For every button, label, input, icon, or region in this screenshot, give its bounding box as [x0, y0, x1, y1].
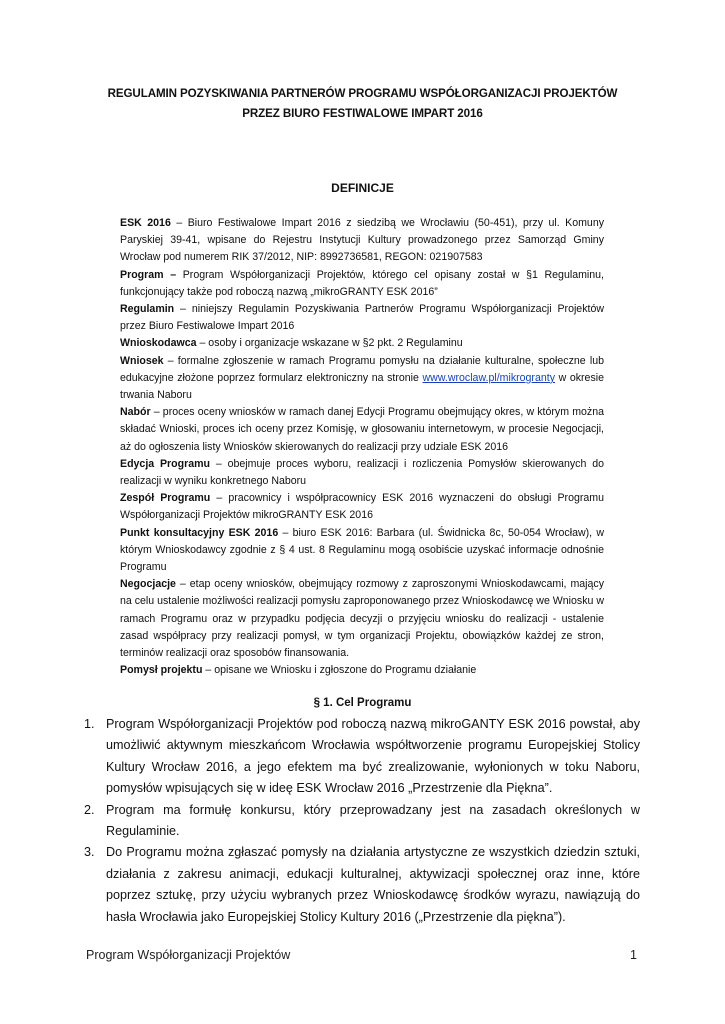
- footer-page-number: 1: [630, 948, 637, 962]
- definition-text-after: w okresie trwania Naboru: [120, 371, 604, 402]
- list-item: [84, 714, 640, 800]
- definition-text: – Biuro Festiwalowe Impart 2016 z siedzibą we Wrocławiu (50-451), przy ul. Komuny Paryskiej 39-41, wpisane do Rejestru Instytucji Kultury prowadzonego przez Samorząd Gminy Wrocław pod numerem RIK 37/2012, NIP: 8992736581, REGON: 021907583: [120, 217, 605, 264]
- list-item-number: 3.: [84, 845, 95, 860]
- definition-wniosek: [120, 353, 604, 405]
- definition-nabor: [120, 404, 604, 456]
- definition-text: – niniejszy Regulamin Pozyskiwania Partnerów Programu Współorganizacji Projektów przez Biuro Festiwalowe Impart 2016: [120, 303, 604, 333]
- definition-term: Punkt konsultacyjny ESK 2016: [120, 526, 279, 539]
- section-1-heading: § 1. Cel Programu: [313, 697, 412, 709]
- list-item-number: 2.: [84, 802, 95, 817]
- footer-program-name: Program Współorganizacji Projektów: [86, 948, 291, 962]
- definition-term: Program –: [120, 268, 177, 281]
- definition-text: – etap oceny wniosków, obejmujący rozmowy z zaproszonymi Wnioskodawcami, mający na celu ustalenie możliwości realizacji pomysłu zaproponowanego przez Wnioskodawcę we Wniosku w ramach Programu oraz w przypadku podjęcia decyzji o przyjęciu wniosku do realizacji - ustalenie zasad współpracy przy realizacji pomysł, w tym organizacji Projektu, obowiązków każdej ze stron, terminów realizacji oraz sposobów finansowania.: [120, 578, 605, 660]
- list-item: [84, 842, 640, 928]
- definition-wnioskodawca: [120, 335, 604, 352]
- definition-text: Program Współorganizacji Projektów, którego cel opisany został w §1 Regulaminu, funkcjonujący także pod roboczą nazwą „mikroGRANTY ESK 2016”: [120, 268, 604, 298]
- definition-program: [120, 267, 604, 301]
- definition-text: – obejmuje proces wyboru, realizacji i rozliczenia Pomysłów skierowanych do realizacji w wyniku konkretnego Naboru: [120, 457, 604, 488]
- definition-text: – proces oceny wniosków w ramach danej Edycji Programu obejmujący okres, w którym można składać Wnioski, proces ich oceny przez Komisję, w głosowaniu internetowym, w procesie Negocjacji, aż do ogłoszenia listy Wniosków skierowanych do realizacji przy udziale ESK 2016: [120, 406, 604, 453]
- definition-pomysl-projektu: [120, 662, 604, 679]
- definition-text: – osoby i organizacje wskazane w §2 pkt. 2 Regulaminu: [196, 337, 463, 350]
- definitions-heading: DEFINICJE: [331, 181, 394, 195]
- list-item-text: Do Programu można zgłaszać pomysły na działania artystyczne ze wszystkich dziedzin sztuki, działania z zakresu animacji, edukacji kulturalnej, aktywizacji społecznej oraz inne, które poprzez sztukę, przy użyciu wybranych przez Wnioskodawcę środków wyrazu, nawiązują do hasła Wrocławia jako Europejskiej Stolicy Kultury 2016 („Przestrzenie dla piękna”).: [106, 845, 640, 924]
- list-item-text: Program ma formułę konkursu, który przeprowadzany jest na zasadach określonych w Regulaminie.: [106, 802, 640, 839]
- definition-term: Nabór: [120, 406, 151, 419]
- definition-term: Regulamin: [120, 303, 175, 316]
- document-title-line-1: REGULAMIN POZYSKIWANIA PARTNERÓW PROGRAMU WSPÓŁORGANIZACJI PROJEKTÓW: [107, 87, 618, 100]
- definition-term: Edycja Programu: [120, 457, 211, 470]
- definition-term: Negocjacje: [120, 578, 176, 591]
- definition-term: Wniosek: [120, 354, 164, 367]
- definition-text: – opisane we Wniosku i zgłoszone do Programu działanie: [202, 664, 477, 677]
- section-1-list: [84, 714, 640, 928]
- definition-text: – biuro ESK 2016: Barbara (ul. Świdnicka 8c, 50-054 Wrocław), w którym Wnioskodawcy zgodnie z § 4 ust. 8 Regulaminu mogą osobiście uzyskać informacje odnośnie Programu: [120, 526, 604, 574]
- definition-esk: [120, 215, 604, 267]
- definition-term: ESK 2016: [120, 217, 171, 229]
- definition-term: Zespół Programu: [120, 492, 211, 505]
- definition-term: Wnioskodawca: [120, 337, 197, 350]
- list-item-text: Program Współorganizacji Projektów pod roboczą nazwą mikroGANTY ESK 2016 powstał, aby umożliwić aktywnym mieszkańcom Wrocławia współtworzenie programu Europejskiej Stolicy Kultury Wrocław 2016, a jego efektem ma być zrealizowanie, wyłonionych w toku Naboru, pomysłów wpisujących się w ideę ESK Wrocław 2016 „Przestrzenie dla Piękna”.: [106, 717, 640, 796]
- mikrogranty-link[interactable]: www.wroclaw.pl/mikrogranty: [422, 371, 555, 384]
- definition-text: – pracownicy i współpracownicy ESK 2016 wyznaczeni do obsługi Programu Współorganizacji Projektów mikroGRANTY ESK 2016: [120, 492, 604, 522]
- definition-punkt-konsultacyjny: [120, 525, 604, 577]
- list-item: [84, 800, 640, 843]
- document-title-line-2: PRZEZ BIURO FESTIWALOWE IMPART 2016: [242, 107, 483, 120]
- definitions-list: [120, 215, 604, 679]
- list-item-number: 1.: [84, 717, 95, 731]
- definition-text: – formalne zgłoszenie w ramach Programu pomysłu na działanie kulturalne, społeczne lub edukacyjne złożone poprzez formularz elektroniczny na stronie: [120, 354, 604, 384]
- definition-edycja-programu: [120, 456, 604, 490]
- definition-negocjacje: [120, 576, 604, 662]
- definition-regulamin: [120, 301, 604, 335]
- definition-term: Pomysł projektu: [120, 664, 203, 677]
- definition-zespol-programu: [120, 490, 604, 524]
